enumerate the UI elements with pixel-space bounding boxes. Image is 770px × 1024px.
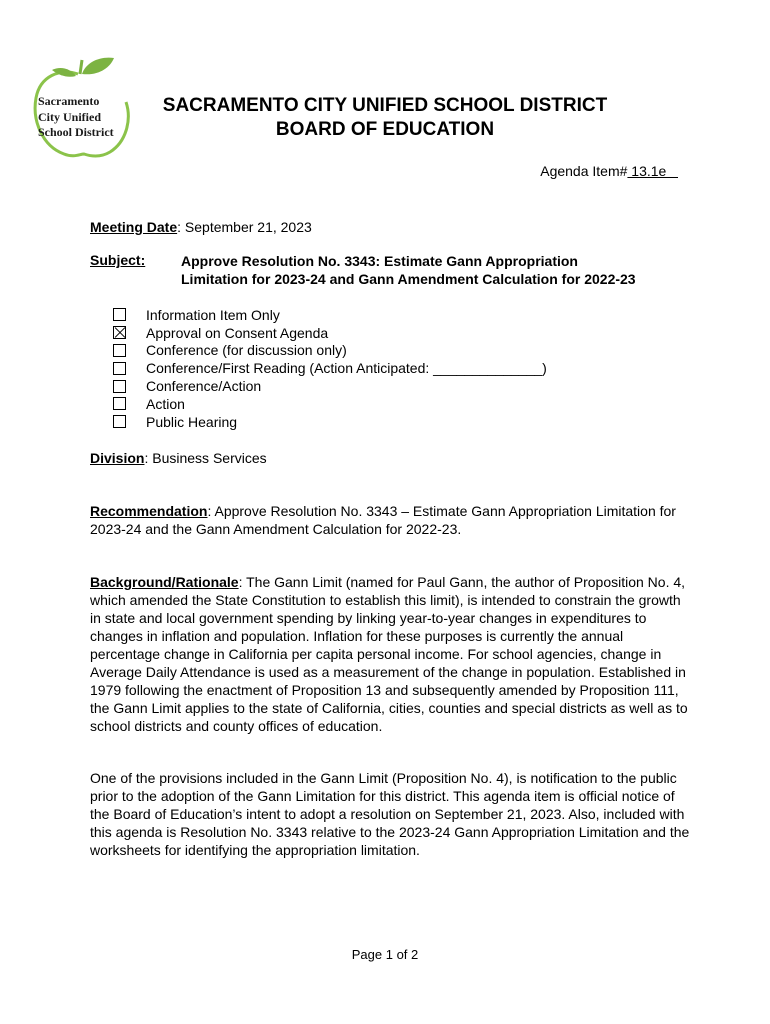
checklist-item: Conference (for discussion only)	[113, 342, 547, 360]
recommendation: Recommendation: Approve Resolution No. 3343 – Estimate Gann Appropriation Limitation for 2023-24 and the Gann Amendment Calculation for 2022-23.	[90, 503, 676, 537]
checkbox-checked[interactable]	[113, 326, 126, 339]
checklist-item: Public Hearing	[113, 413, 547, 431]
checkbox[interactable]	[113, 397, 126, 410]
checklist-item: Approval on Consent Agenda	[113, 324, 547, 342]
leaf-icon	[82, 58, 114, 75]
checkbox[interactable]	[113, 380, 126, 393]
agenda-type-checklist	[113, 306, 547, 431]
board-title: BOARD OF EDUCATION	[275, 119, 495, 140]
checklist-item: Information Item Only	[113, 306, 547, 324]
checkbox[interactable]	[113, 415, 126, 428]
page-number: Page 1 of 2	[351, 947, 419, 962]
checkbox[interactable]	[113, 344, 126, 357]
subject-label: Subject:	[90, 252, 146, 268]
meeting-date: Meeting Date: September 21, 2023	[90, 219, 312, 235]
provisions-paragraph: One of the provisions included in the Gann Limit (Proposition No. 4), is notification to the public prior to the adoption of the Gann Limitation for this district. This agenda item is official notice of the Board of Education’s intent to adopt a resolution on September 21, 2023. Also, included with this agenda is Resolution No. 3343 relative to the 2023-24 Gann Appropriation Limitation and the worksheets for identifying the appropriation limitation.	[90, 770, 690, 858]
logo-text: Sacramento City Unified School District	[38, 94, 114, 139]
checkbox[interactable]	[113, 308, 126, 321]
checklist-item: Conference/First Reading (Action Anticipated: ______________)	[113, 359, 547, 377]
subject-text: Approve Resolution No. 3343: Estimate Gann Appropriation Limitation for 2023-24 and Gann Amendment Calculation for 2022-23	[181, 253, 636, 287]
district-title: SACRAMENTO CITY UNIFIED SCHOOL DISTRICT	[162, 95, 608, 116]
checklist-item: Conference/Action	[113, 377, 547, 395]
division: Division: Business Services	[90, 450, 267, 466]
checklist-item: Action	[113, 395, 547, 413]
agenda-item: Agenda Item# 13.1e	[540, 163, 678, 179]
background-rationale: Background/Rationale: The Gann Limit (named for Paul Gann, the author of Proposition No. 4, which amended the State Constitution to establish this limit), is intended to constrain the growth in state and local government spending by linking year-to-year changes in expenditures to changes in inflation and population. Inflation for these purposes is currently the annual percentage change in California per capita personal income. For school agencies, change in Average Daily Attendance is used as a measurement of the change in population. Established in 1979 following the enactment of Proposition 13 and subsequently amended by Proposition 111, the Gann Limit applies to the state of California, cities, counties and special districts as well as to school districts and county offices of education.	[90, 574, 688, 734]
checkbox[interactable]	[113, 362, 126, 375]
